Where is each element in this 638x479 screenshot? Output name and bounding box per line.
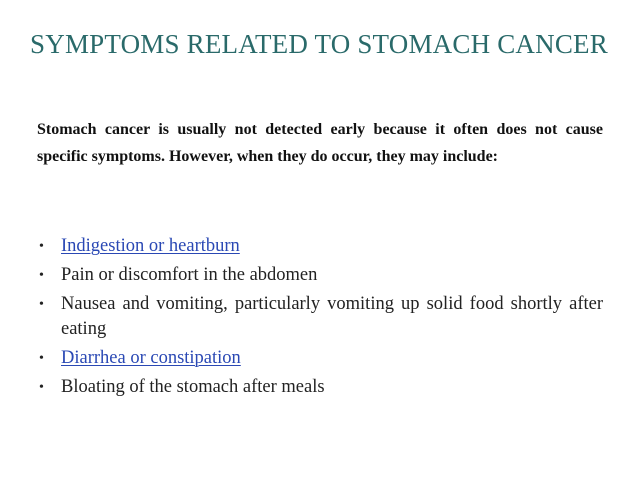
diarrhea-link[interactable]: Diarrhea or constipation [61, 348, 241, 368]
slide-title: SYMPTOMS RELATED TO STOMACH CANCER [30, 29, 608, 59]
list-item [37, 292, 603, 342]
bullet-icon: • [39, 268, 44, 283]
indigestion-link[interactable]: Indigestion or heartburn [61, 236, 240, 256]
bullet-icon: • [39, 239, 44, 254]
symptom-list [37, 234, 603, 404]
list-item-text: Bloating of the stomach after meals [61, 377, 325, 397]
list-item-text: Nausea and vomiting, particularly vomiting up solid food shortly after eating [61, 294, 603, 339]
bullet-icon: • [39, 297, 44, 312]
intro-paragraph: Stomach cancer is usually not detected early because it often does not cause specific symptoms. However, when they do occur, they may include: [37, 121, 603, 165]
bullet-icon: • [39, 351, 44, 366]
bullet-icon: • [39, 380, 44, 395]
list-item [37, 263, 603, 288]
list-item [37, 346, 603, 371]
list-item [37, 234, 603, 259]
list-item-text: Pain or discomfort in the abdomen [61, 265, 318, 285]
list-item [37, 375, 603, 400]
